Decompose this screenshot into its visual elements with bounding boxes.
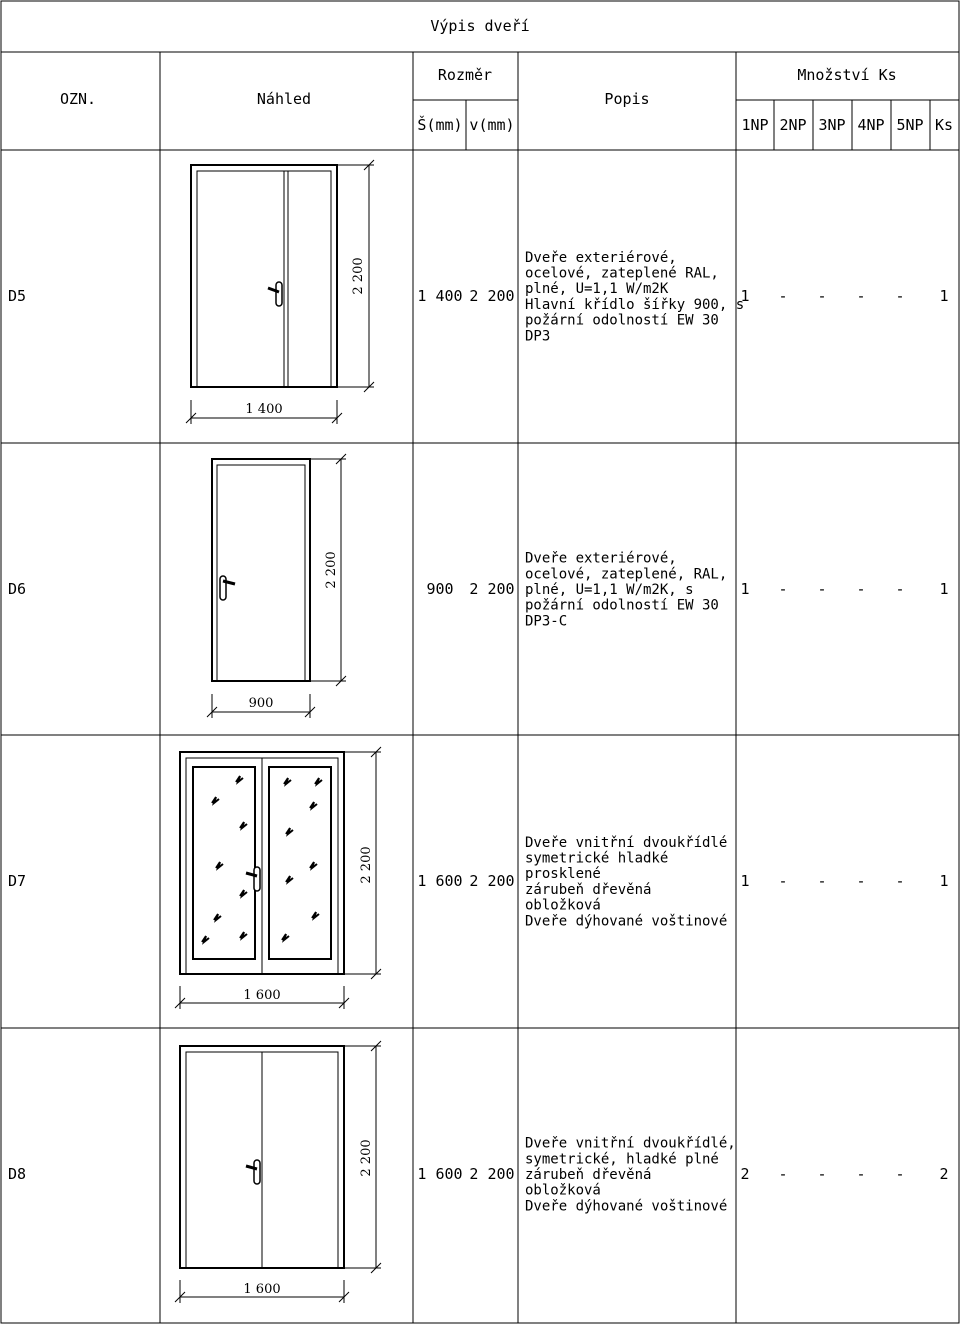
qty-cell: 1	[740, 872, 750, 890]
qty-cell: 2	[740, 1165, 750, 1183]
door-description-line: Dveře exteriérové,	[525, 249, 677, 266]
dim-width-d7: 1 600	[243, 988, 281, 1003]
door-width: 1 600	[417, 872, 463, 890]
door-height: 2 200	[469, 287, 515, 305]
door-description-line: Hlavní křídlo šířky 900, s	[525, 296, 745, 313]
qty-cell: -	[856, 580, 866, 598]
door-width: 900	[426, 580, 454, 598]
header-floor-3np: 3NP	[818, 116, 846, 134]
door-preview-d8	[175, 1041, 381, 1303]
door-description-line: Dveře dýhované voštinové	[525, 1198, 728, 1215]
door-description-line: zárubeň dřevěná	[525, 1167, 652, 1183]
qty-cell: -	[778, 580, 788, 598]
glass-hatch-right	[282, 778, 322, 940]
door-handle-icon	[246, 1160, 260, 1184]
dim-height-d6: 2 200	[324, 551, 339, 589]
qty-cell: 1	[939, 872, 949, 890]
door-preview-d6	[207, 454, 346, 718]
dim-height-d5: 2 200	[351, 257, 366, 295]
qty-cell: -	[895, 580, 905, 598]
door-height: 2 200	[469, 580, 515, 598]
sheet-frame	[1, 1, 959, 1323]
dim-height-d7: 2 200	[359, 846, 374, 884]
qty-cell: 1	[939, 287, 949, 305]
qty-cell: -	[895, 1165, 905, 1183]
table-row	[8, 551, 949, 630]
table-row	[8, 250, 949, 345]
header-floor-4np: 4NP	[857, 116, 885, 134]
door-height: 2 200	[469, 872, 515, 890]
dim-height-d8: 2 200	[359, 1139, 374, 1177]
header-rozmer: Rozměr	[437, 66, 493, 84]
glass-hatch-left	[202, 776, 247, 942]
dim-width-d6: 900	[248, 696, 274, 711]
qty-cell: -	[817, 872, 827, 890]
door-description-line: prosklené	[525, 866, 601, 883]
header-nahled: Náhled	[256, 90, 312, 108]
door-description-line: obložková	[525, 897, 601, 914]
header-ozn: OZN.	[59, 90, 97, 108]
door-description-line: obložková	[525, 1182, 601, 1199]
header-floor-ks: Ks	[934, 116, 954, 134]
table-row	[8, 1136, 949, 1215]
door-preview-d7	[175, 747, 381, 1009]
door-description-line: symetrické hladké	[525, 850, 669, 867]
header-mnozstvi: Množství Ks	[797, 66, 897, 84]
qty-cell: 1	[939, 580, 949, 598]
qty-cell: -	[895, 872, 905, 890]
door-description-line: Dveře exteriérové,	[525, 550, 677, 567]
qty-cell: 1	[740, 287, 750, 305]
door-id: D5	[8, 287, 27, 305]
dim-width-d5: 1 400	[245, 402, 283, 417]
qty-cell: -	[817, 287, 827, 305]
door-handle-icon	[268, 282, 282, 306]
door-description-line: Dveře dýhované voštinové	[525, 913, 728, 930]
door-description-line: ocelové, zateplené, RAL,	[525, 566, 728, 583]
header-popis: Popis	[604, 90, 650, 108]
door-description-line: DP3	[525, 328, 551, 345]
qty-cell: -	[778, 872, 788, 890]
door-id: D6	[8, 580, 27, 598]
door-description-line: DP3-C	[525, 613, 568, 630]
header-floor-1np: 1NP	[741, 116, 769, 134]
door-handle-icon	[246, 867, 260, 891]
door-description-line: požární odolností EW 30	[525, 597, 719, 614]
door-preview-d5	[186, 160, 374, 424]
header-vyska: v(mm)	[469, 116, 515, 134]
qty-cell: -	[856, 287, 866, 305]
door-height: 2 200	[469, 1165, 515, 1183]
door-width: 1 600	[417, 1165, 463, 1183]
qty-cell: -	[856, 872, 866, 890]
qty-cell: 1	[740, 580, 750, 598]
door-handle-icon	[220, 576, 235, 600]
door-description-line: Dveře vnitřní dvoukřídlé	[525, 834, 728, 851]
qty-cell: -	[895, 287, 905, 305]
door-description-line: Dveře vnitřní dvoukřídlé,	[525, 1135, 736, 1152]
header-sirka: Š(mm)	[417, 116, 463, 134]
door-id: D8	[8, 1165, 27, 1183]
door-description-line: plné, U=1,1 W/m2K, s	[525, 582, 694, 598]
qty-cell: -	[778, 287, 788, 305]
qty-cell: 2	[939, 1165, 949, 1183]
door-id: D7	[8, 872, 27, 890]
qty-cell: -	[778, 1165, 788, 1183]
door-description-line: symetrické, hladké plné	[525, 1151, 719, 1168]
qty-cell: -	[817, 580, 827, 598]
qty-cell: -	[856, 1165, 866, 1183]
door-description-line: zárubeň dřevěná	[525, 881, 652, 898]
schedule-title: Výpis dveří	[430, 17, 530, 35]
header-floor-2np: 2NP	[779, 116, 807, 134]
qty-cell: -	[817, 1165, 827, 1183]
door-description-line: ocelové, zateplené RAL,	[525, 265, 719, 282]
header-floor-5np: 5NP	[896, 116, 924, 134]
door-description-line: plné, U=1,1 W/m2K	[525, 281, 669, 298]
dim-width-d8: 1 600	[243, 1282, 281, 1297]
table-row	[8, 835, 949, 930]
door-width: 1 400	[417, 287, 463, 305]
door-description-line: požární odolností EW 30	[525, 312, 719, 329]
